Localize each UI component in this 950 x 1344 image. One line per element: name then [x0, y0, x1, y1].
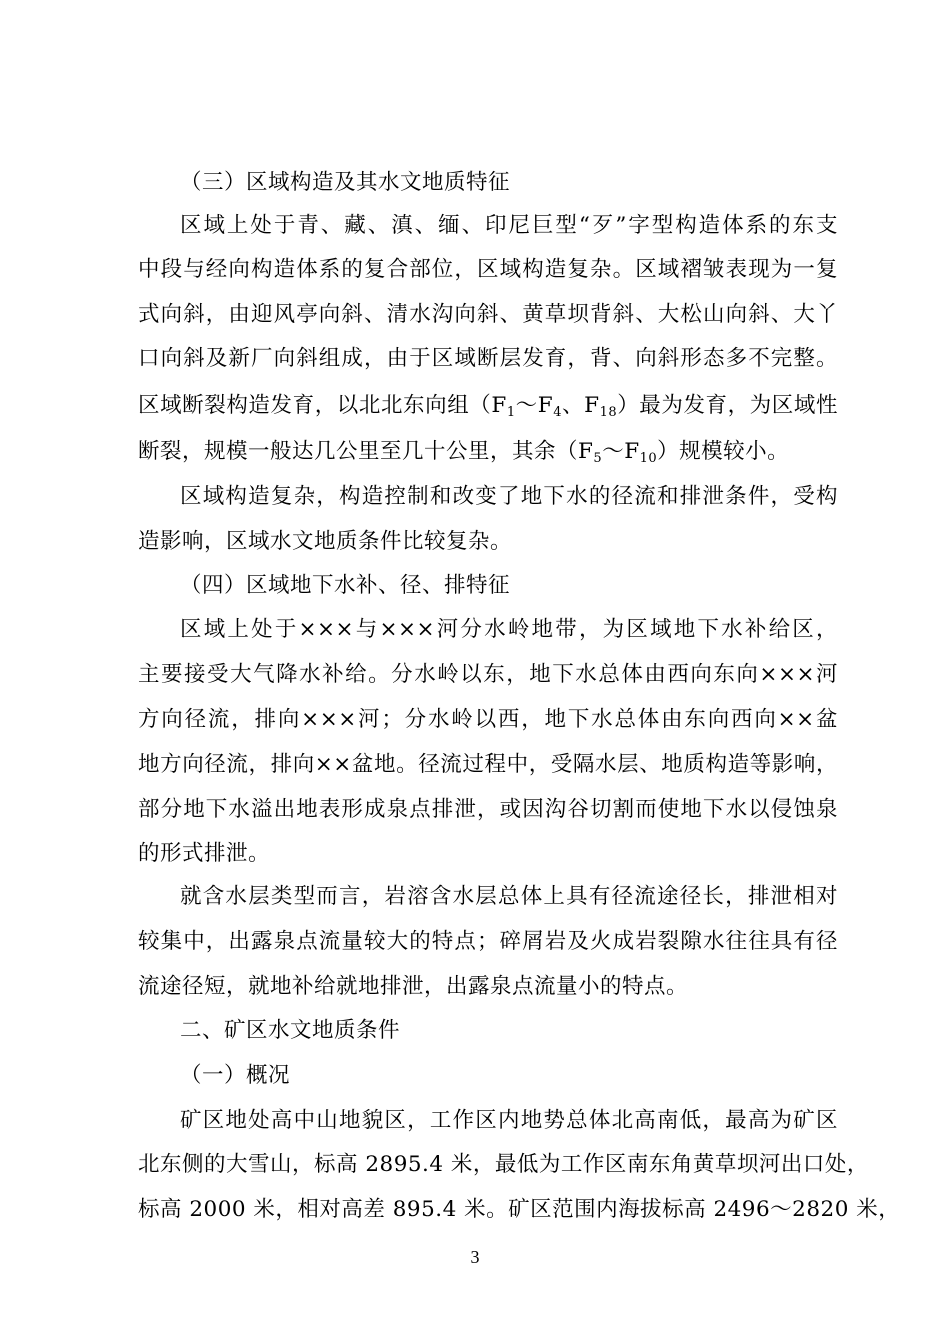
- paragraph-line: 的形式排泄。: [138, 841, 271, 866]
- paragraph-line: 方向径流，排向×××河；分水岭以西，地下水总体由东向西向××盆: [138, 707, 838, 732]
- section-heading-4: （四）区域地下水补、径、排特征: [180, 573, 511, 598]
- text-fragment: 断裂，规模一般达几公里至几十公里，其余（F: [138, 439, 594, 464]
- paragraph-line-faults: [138, 437, 838, 467]
- text-fragment: ～F: [602, 439, 640, 464]
- paragraph-line: 较集中，出露泉点流量较大的特点；碎屑岩及火成岩裂隙水往往具有径: [138, 929, 838, 954]
- paragraph-line: 区域上处于×××与×××河分水岭地带，为区域地下水补给区，: [180, 617, 838, 642]
- subscript: 4: [553, 405, 562, 420]
- paragraph-line: 标高 2000 米，相对高差 895.4 米。矿区范围内海拔标高 2496～2820 米，: [138, 1197, 901, 1222]
- paragraph-line: 区域上处于青、藏、滇、缅、印尼巨型“歹”字型构造体系的东支: [180, 213, 838, 238]
- paragraph-line: 矿区地处高中山地貌区，工作区内地势总体北高南低，最高为矿区: [180, 1108, 838, 1133]
- paragraph-line: 部分地下水溢出地表形成泉点排泄，或因沟谷切割而使地下水以侵蚀泉: [138, 797, 838, 822]
- paragraph-line: 北东侧的大雪山，标高 2895.4 米，最低为工作区南东角黄草坝河出口处，: [138, 1152, 869, 1177]
- text-fragment: 区域断裂构造发育，以北北东向组（F: [138, 393, 507, 418]
- paragraph-line: 主要接受大气降水补给。分水岭以东，地下水总体由西向东向×××河: [138, 662, 838, 687]
- subscript: 10: [639, 451, 658, 466]
- subscript: 5: [593, 451, 603, 466]
- paragraph-line: 就含水层类型而言，岩溶含水层总体上具有径流途径长，排泄相对: [180, 884, 838, 909]
- subsection-heading: （一）概况: [180, 1063, 291, 1088]
- text-fragment: ）最为发育，为区域性: [617, 393, 838, 418]
- section-heading-3: （三）区域构造及其水文地质特征: [180, 170, 511, 195]
- text-fragment: ～F: [515, 393, 554, 418]
- chapter-heading: 二、矿区水文地质条件: [180, 1018, 401, 1043]
- text-fragment: 、F: [561, 393, 600, 418]
- paragraph-line: 区域构造复杂，构造控制和改变了地下水的径流和排泄条件，受构: [180, 484, 838, 509]
- paragraph-line: 口向斜及新厂向斜组成，由于区域断层发育，背、向斜形态多不完整。: [138, 346, 838, 371]
- paragraph-line: 流途径短，就地补给就地排泄，出露泉点流量小的特点。: [138, 974, 689, 999]
- subscript: 1: [506, 405, 516, 420]
- subscript: 18: [599, 405, 618, 420]
- paragraph-line: 式向斜，由迎风亭向斜、清水沟向斜、黄草坝背斜、大松山向斜、大丫: [138, 302, 838, 327]
- text-fragment: ）规模较小。: [657, 439, 790, 464]
- page-number: 3: [470, 1247, 480, 1267]
- paragraph-line: 地方向径流，排向××盆地。径流过程中，受隔水层、地质构造等影响，: [138, 752, 838, 777]
- paragraph-line-faults: [138, 391, 838, 421]
- paragraph-line: 中段与经向构造体系的复合部位，区域构造复杂。区域褶皱表现为一复: [138, 257, 838, 282]
- paragraph-line: 造影响，区域水文地质条件比较复杂。: [138, 529, 513, 554]
